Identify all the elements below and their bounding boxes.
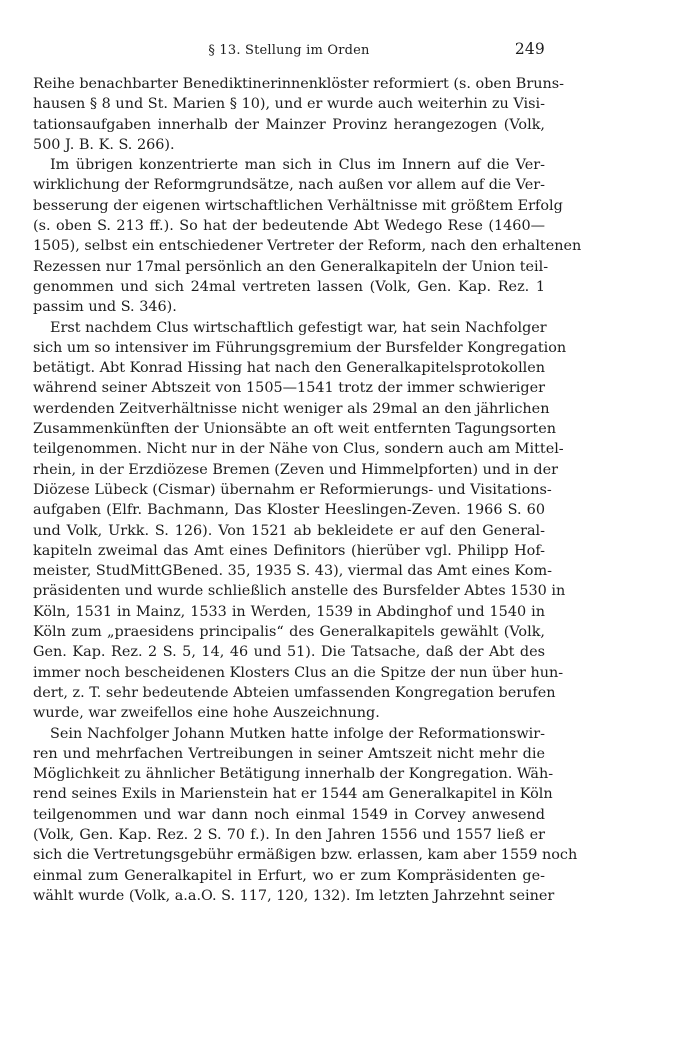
text-line: Köln zum „praesidens principalis“ des Generalkapitels gewählt (Volk, [33,624,545,641]
text-line: Diözese Lübeck (Cismar) übernahm er Reformierungs- und Visitations- [33,481,552,498]
text-line: 1505), selbst ein entschiedener Vertreter der Reform, nach den erhaltenen [33,238,582,255]
text-line: besserung der eigenen wirtschaftlichen Verhältnisse mit größtem Erfolg [33,197,563,214]
page-number: 249 [514,40,545,58]
text-line: dert, z. T. sehr bedeutende Abteien umfassenden Kongregation berufen [33,684,556,701]
running-head [33,40,545,62]
text-line: Gen. Kap. Rez. 2 S. 5, 14, 46 und 51). Die Tatsache, daß der Abt des [33,644,545,661]
text-line: Möglichkeit zu ähnlicher Betätigung innerhalb der Kongregation. Wäh- [33,766,554,783]
text-line: tationsaufgaben innerhalb der Mainzer Provinz herangezogen (Volk, [33,116,545,133]
body-text [33,74,582,906]
text-line: einmal zum Generalkapitel in Erfurt, wo er zum Kompräsidenten ge- [33,867,545,884]
text-line: Köln, 1531 in Mainz, 1533 in Werden, 1539 in Abdinghof und 1540 in [33,603,545,620]
text-line: betätigt. Abt Konrad Hissing hat nach den Generalkapitelsprotokollen [33,360,546,377]
text-line: hausen § 8 und St. Marien § 10), und er wurde auch weiterhin zu Visi- [33,96,545,113]
text-line: 500 J. B. K. S. 266). [33,136,175,153]
text-line: rend seines Exils in Marienstein hat er 1544 am Generalkapitel in Köln [33,786,553,803]
text-line: teilgenommen und war dann noch einmal 1549 in Corvey anwesend [33,806,545,823]
text-line: Sein Nachfolger Johann Mutken hatte infolge der Reformationswir- [50,725,545,742]
text-line: sich die Vertretungsgebühr ermäßigen bzw. erlassen, kam aber 1559 noch [33,847,578,864]
text-line: und Volk, Urkk. S. 126). Von 1521 ab bekleidete er auf den General- [33,522,545,539]
text-line: kapiteln zweimal das Amt eines Definitors (hierüber vgl. Philipp Hof- [33,542,545,559]
text-line: passim und S. 346). [33,299,177,316]
text-line: wirklichung der Reformgrundsätze, nach außen vor allem auf die Ver- [33,177,545,194]
text-line: Rezessen nur 17mal persönlich an den Generalkapiteln der Union teil- [33,258,549,275]
text-line: teilgenommen. Nicht nur in der Nähe von Clus, sondern auch am Mittel- [33,441,564,458]
text-line: Reihe benachbarter Benediktinerinnenklöster reformiert (s. oben Bruns- [33,76,565,92]
text-line: wählt wurde (Volk, a.a.O. S. 117, 120, 132). Im letzten Jahrzehnt seiner [33,887,555,904]
text-line: Erst nachdem Clus wirtschaftlich gefestigt war, hat sein Nachfolger [50,319,547,336]
text-line: ren und mehrfachen Vertreibungen in seiner Amtszeit nicht mehr die [33,745,545,762]
text-line: sich um so intensiver im Führungsgremium der Bursfelder Kongregation [33,339,567,356]
book-page [33,40,582,906]
text-line: genommen und sich 24mal vertreten lassen (Volk, Gen. Kap. Rez. 1 [33,278,545,295]
text-line: (Volk, Gen. Kap. Rez. 2 S. 70 f.). In den Jahren 1556 und 1557 ließ er [33,826,545,843]
running-title: § 13. Stellung im Orden [208,43,370,58]
text-line: meister, StudMittGBened. 35, 1935 S. 43), viermal das Amt eines Kom- [33,563,552,580]
text-line: während seiner Abtszeit von 1505—1541 trotz der immer schwieriger [33,380,545,397]
text-line: Zusammenkünften der Unionsäbte an oft weit entfernten Tagungsorten [33,421,556,438]
text-line: rhein, in der Erzdiözese Bremen (Zeven und Himmelpforten) und in der [33,461,559,478]
text-line: aufgaben (Elfr. Bachmann, Das Kloster Heeslingen-Zeven. 1966 S. 60 [33,502,545,519]
text-line: werdenden Zeitverhältnisse nicht weniger als 29mal an den jährlichen [33,400,550,417]
text-line: wurde, war zweifellos eine hohe Auszeichnung. [33,705,380,722]
text-line: Im übrigen konzentrierte man sich in Clus im Innern auf die Ver- [50,157,545,174]
text-line: präsidenten und wurde schließlich anstelle des Bursfelder Abtes 1530 in [33,583,566,600]
text-line: (s. oben S. 213 ff.). So hat der bedeutende Abt Wedego Rese (1460— [33,218,545,235]
text-line: immer noch bescheidenen Klosters Clus an die Spitze der nun über hun- [33,664,564,681]
